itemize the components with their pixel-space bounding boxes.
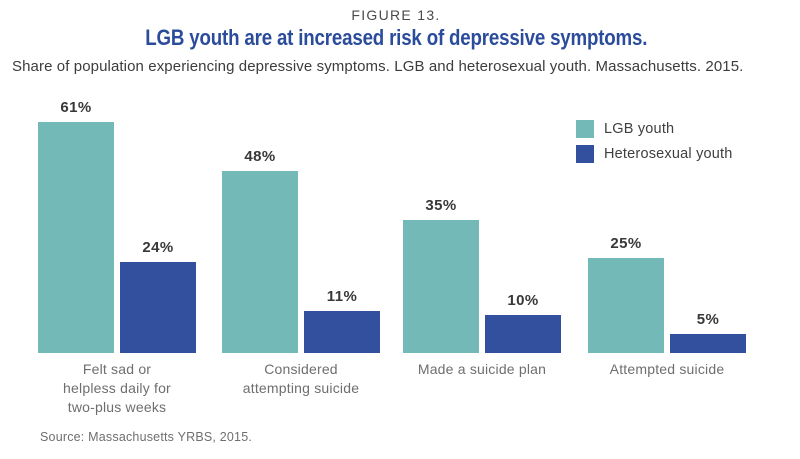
legend-item-lgb-youth: [576, 120, 733, 138]
legend-label: Heterosexual youth: [604, 146, 733, 162]
bar-lgb-youth: [38, 122, 114, 353]
bar-heterosexual-youth: [670, 334, 746, 353]
category-label: Attempted suicide: [609, 361, 725, 377]
source-note: Source: Massachusetts YRBS, 2015.: [40, 430, 253, 444]
bar-group: [38, 100, 196, 353]
category-label: Felt sad or helpless daily for two-plus weeks: [63, 361, 171, 415]
bar-heterosexual-youth: [304, 311, 380, 353]
bar-value-label: 25%: [610, 235, 642, 252]
bar-heterosexual-youth: [120, 262, 196, 353]
bar-value-label: 35%: [425, 197, 457, 214]
bar-lgb-youth: [403, 220, 479, 353]
figure-number-label: FIGURE 13.: [351, 7, 441, 23]
heterosexual-youth-swatch-icon: [576, 145, 594, 163]
bar-lgb-youth: [588, 258, 664, 353]
chart-title-wrap: [0, 25, 792, 51]
bar-value-label: 48%: [244, 148, 276, 165]
bar-lgb-youth: [222, 171, 298, 353]
legend-label: LGB youth: [604, 121, 675, 137]
bar-value-label: 24%: [142, 239, 174, 256]
bar-value-label: 10%: [507, 292, 539, 309]
chart-legend: [576, 120, 733, 170]
bar-group: [222, 100, 380, 353]
lgb-youth-swatch-icon: [576, 120, 594, 138]
bar-value-label: 5%: [696, 311, 720, 328]
bar-value-label: 61%: [60, 99, 92, 116]
category-label: Considered attempting suicide: [242, 361, 360, 396]
bar-group: [403, 100, 561, 353]
bar-heterosexual-youth: [485, 315, 561, 353]
chart-subtitle: Share of population experiencing depressive symptoms. LGB and heterosexual youth. Massachusetts. 2015.: [12, 58, 744, 75]
category-label: Made a suicide plan: [417, 361, 547, 377]
legend-item-heterosexual-youth: [576, 145, 733, 163]
chart-title: LGB youth are at increased risk of depressive symptoms.: [145, 25, 647, 50]
bar-value-label: 11%: [326, 288, 358, 305]
